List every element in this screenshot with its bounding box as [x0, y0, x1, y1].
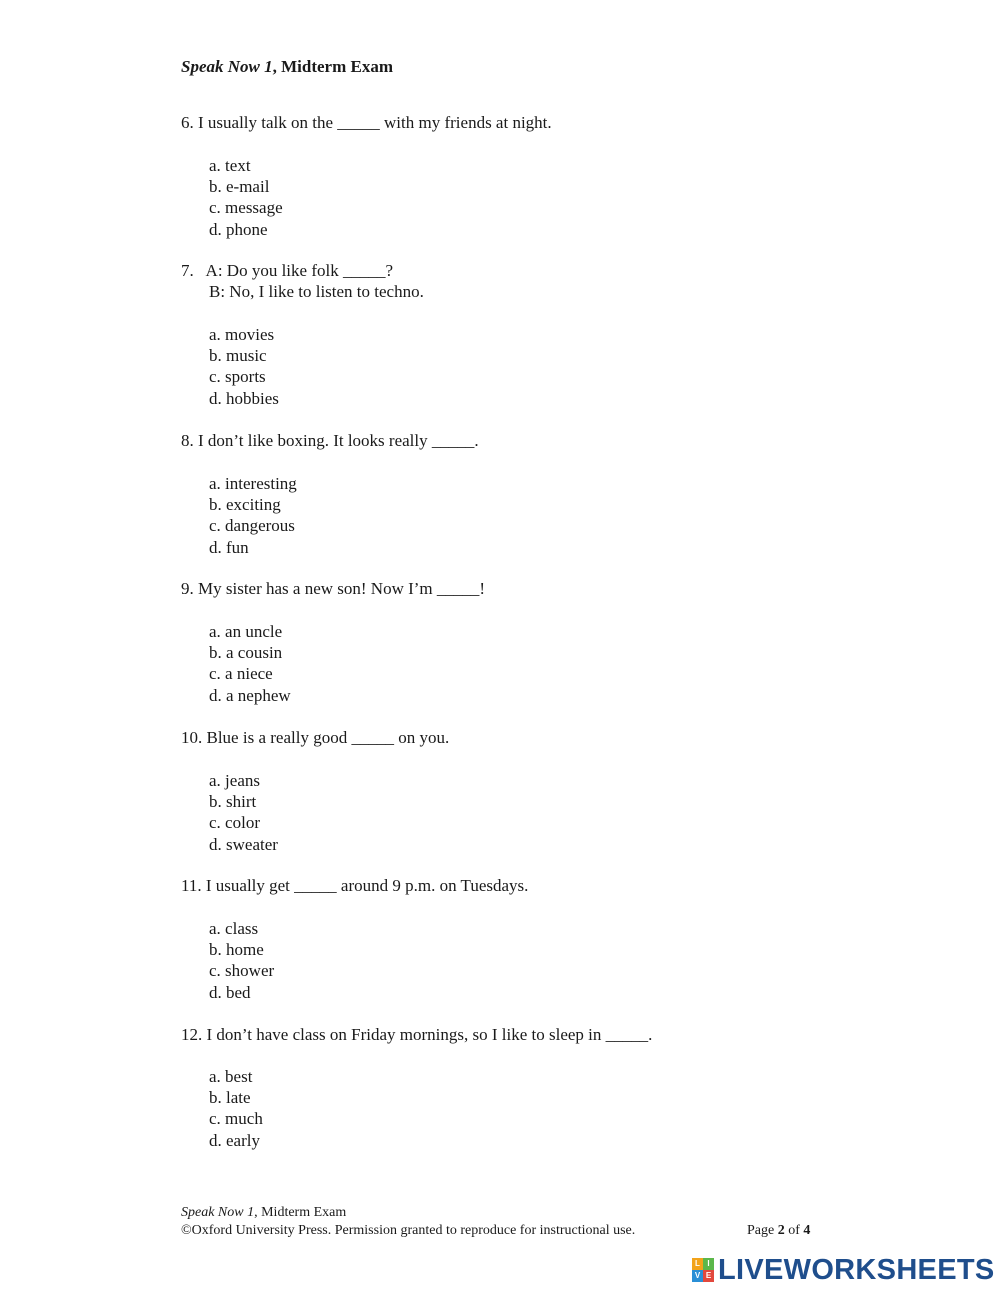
header-title-italic: Speak Now 1 [181, 57, 273, 76]
option: c. message [209, 198, 283, 218]
footer-title-rest: , Midterm Exam [254, 1205, 347, 1220]
question-stem: 9. My sister has a new son! Now I’m _____! [181, 579, 486, 598]
exam-header [181, 57, 393, 77]
liveworksheets-logo [692, 1255, 995, 1285]
question-9-options [209, 621, 291, 706]
option: c. a niece [209, 664, 273, 684]
question-6-options [209, 155, 283, 240]
option: d. phone [209, 219, 268, 239]
option: b. shirt [209, 792, 257, 812]
option: d. fun [209, 537, 249, 557]
footer-title-italic: Speak Now 1 [181, 1205, 255, 1220]
question-11-options [209, 918, 274, 1003]
option: a. best [209, 1067, 253, 1086]
option: b. music [209, 346, 267, 366]
question-12 [181, 1024, 652, 1045]
option: a. class [209, 919, 259, 938]
question-12-options [209, 1066, 263, 1151]
option: d. early [209, 1130, 260, 1150]
option: c. much [209, 1109, 263, 1129]
option: a. text [209, 156, 251, 175]
question-9 [181, 578, 485, 599]
question-stem: 10. Blue is a really good _____ on you. [181, 728, 450, 747]
page-total: 4 [803, 1223, 811, 1238]
option: c. sports [209, 367, 266, 387]
option: d. a nephew [209, 685, 291, 705]
footer-copyright: ©Oxford University Press. Permission granted to reproduce for instructional use. [181, 1223, 636, 1238]
footer-title [181, 1204, 635, 1222]
page-of: of [784, 1223, 804, 1238]
liveworksheets-logo-icon [692, 1258, 714, 1282]
question-stem: 11. I usually get _____ around 9 p.m. on Tuesdays. [181, 876, 529, 895]
logo-icon-tile: E [703, 1270, 714, 1282]
question-10-options [209, 770, 278, 855]
option: d. hobbies [209, 388, 279, 408]
question-8-options [209, 473, 297, 558]
option: d. sweater [209, 834, 278, 854]
question-stem-b: B: No, I like to listen to techno. [209, 282, 424, 301]
liveworksheets-logo-text: LIVEWORKSHEETS [718, 1253, 995, 1286]
option: a. jeans [209, 771, 260, 790]
option: c. color [209, 813, 260, 833]
option: b. late [209, 1088, 251, 1108]
option: b. e-mail [209, 177, 270, 197]
question-7-options [209, 324, 279, 409]
option: b. a cousin [209, 643, 283, 663]
option: b. home [209, 940, 264, 960]
question-8 [181, 430, 479, 451]
question-7 [181, 260, 424, 302]
option: c. shower [209, 961, 275, 981]
option: a. movies [209, 325, 275, 344]
question-10 [181, 727, 449, 748]
question-stem: 8. I don’t like boxing. It looks really _____. [181, 431, 479, 450]
page-prefix: Page [747, 1223, 778, 1238]
logo-icon-tile: V [692, 1270, 703, 1282]
option: a. an uncle [209, 622, 283, 641]
question-6 [181, 112, 552, 133]
question-11 [181, 875, 528, 896]
option: b. exciting [209, 495, 281, 515]
page-current: 2 [777, 1223, 785, 1238]
option: d. bed [209, 982, 251, 1002]
page-number [747, 1222, 810, 1240]
option: a. interesting [209, 474, 297, 493]
logo-icon-tile: I [703, 1258, 714, 1270]
header-title-rest: , Midterm Exam [272, 57, 394, 76]
page-footer [181, 1204, 635, 1240]
question-stem: 6. I usually talk on the _____ with my friends at night. [181, 113, 552, 132]
question-stem: 12. I don’t have class on Friday mornings, so I like to sleep in _____. [181, 1025, 653, 1044]
question-stem-a: 7. A: Do you like folk _____? [181, 261, 394, 280]
logo-icon-tile: L [692, 1258, 703, 1270]
option: c. dangerous [209, 516, 295, 536]
